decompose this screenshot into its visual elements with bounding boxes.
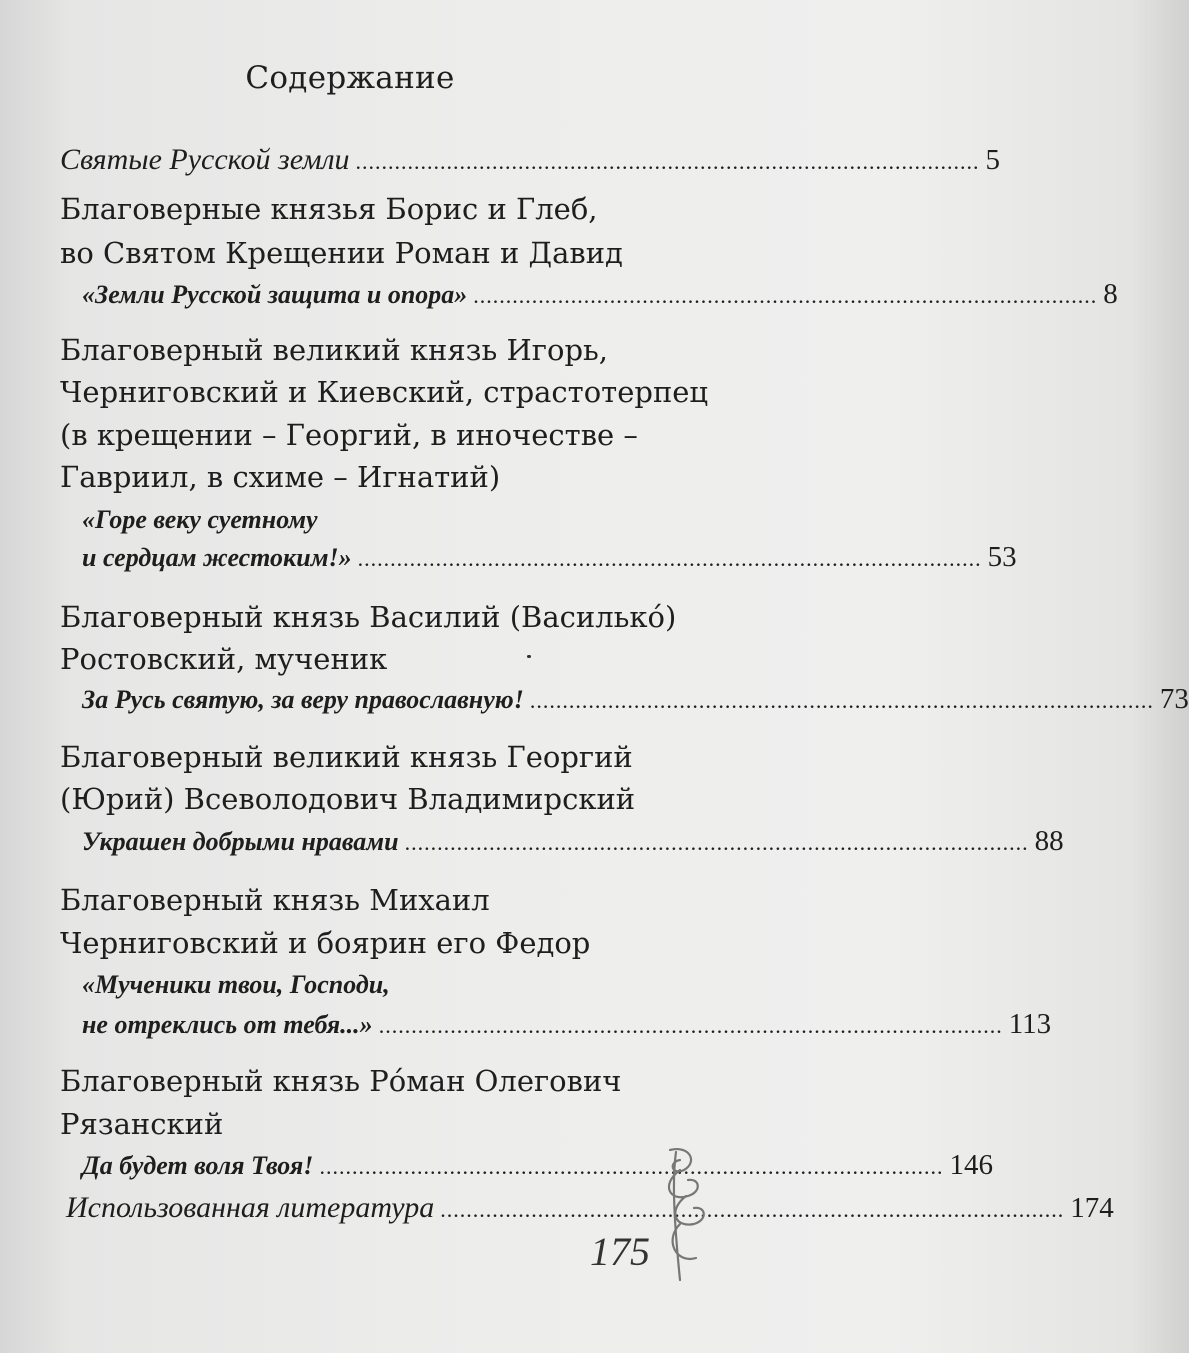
toc-entry[interactable]: [82, 541, 1017, 574]
entry-title-line: (в крещении – Георгий, в иночестве –: [60, 418, 638, 452]
entry-title-line: во Святом Крещении Роман и Давид: [60, 236, 623, 270]
toc-entry[interactable]: [82, 825, 1064, 858]
entry-subtitle: «Земли Русской защита и опора»: [82, 280, 468, 309]
entry-title-line: Благоверный великий князь Игорь,: [60, 333, 609, 367]
entry-title-line: (Юрий) Всеволодович Владимирский: [60, 782, 636, 816]
entry-title: Святые Русской земли: [60, 143, 350, 176]
entry-title-line: Благоверный князь Михаил: [60, 883, 490, 917]
entry-subtitle: Украшен добрыми нравами: [82, 827, 399, 856]
entry-subtitle: Да будет воля Твоя!: [82, 1151, 314, 1180]
page-ref: 113: [1008, 1008, 1052, 1040]
page-title: Содержание: [245, 60, 455, 96]
entry-title-line: Ростовский, мученик: [60, 642, 388, 676]
entry-title-line: Гавриил, в схиме – Игнатий): [60, 460, 501, 494]
entry-title-line: Благоверный великий князь Георгий: [60, 740, 633, 774]
entry-title-line: Рязанский: [60, 1107, 224, 1141]
toc-entry[interactable]: [82, 683, 1189, 716]
toc-entry[interactable]: [66, 1191, 1114, 1225]
entry-title-line: Благоверные князья Борис и Глеб,: [60, 192, 598, 226]
page-ref: 88: [1034, 825, 1064, 857]
entry-title-line: Благоверный князь Ро́ман Олегович: [60, 1064, 622, 1098]
toc-entry[interactable]: [82, 278, 1118, 311]
entry-title-line: Благоверный князь Василий (Василько́): [60, 600, 677, 634]
print-speck: [527, 655, 531, 658]
page-number: 175: [590, 1229, 650, 1274]
toc-entry[interactable]: [82, 1008, 1052, 1041]
page-ref: 53: [987, 541, 1017, 573]
dot-leader: ................................................................................................: [357, 546, 982, 571]
entry-title-line: Черниговский и Киевский, страстотерпец: [60, 375, 709, 409]
dot-leader: ................................................................................................: [404, 830, 1029, 855]
page-ref: 174: [1070, 1192, 1114, 1224]
ornament-flourish-icon: [650, 1140, 720, 1290]
entry-subtitle-line: «Горе веку суетному: [82, 505, 318, 534]
entry-subtitle: и сердцам жестоким!»: [82, 543, 352, 572]
dot-leader: ................................................................................................: [440, 1197, 1065, 1222]
page-ref: 5: [985, 144, 1001, 176]
dot-leader: ................................................................................................: [473, 283, 1098, 308]
page-ref: 73: [1159, 683, 1189, 715]
dot-leader: ................................................................................................: [529, 688, 1154, 713]
entry-subtitle: За Русь святую, за веру православную!: [82, 685, 524, 714]
dot-leader: ................................................................................................: [319, 1154, 944, 1179]
dot-leader: ................................................................................................: [355, 149, 980, 174]
entry-title-line: Черниговский и боярин его Федор: [60, 926, 591, 960]
page-ref: 146: [949, 1149, 993, 1181]
entry-subtitle-line: «Мученики твои, Господи,: [82, 970, 390, 999]
toc-entry[interactable]: [60, 143, 1001, 177]
entry-title: Использованная литература: [66, 1191, 435, 1224]
page-ref: 8: [1103, 278, 1118, 310]
dot-leader: ................................................................................................: [378, 1013, 1003, 1038]
entry-subtitle: не отреклись от тебя...»: [82, 1010, 373, 1039]
toc-entry[interactable]: [82, 1149, 993, 1182]
